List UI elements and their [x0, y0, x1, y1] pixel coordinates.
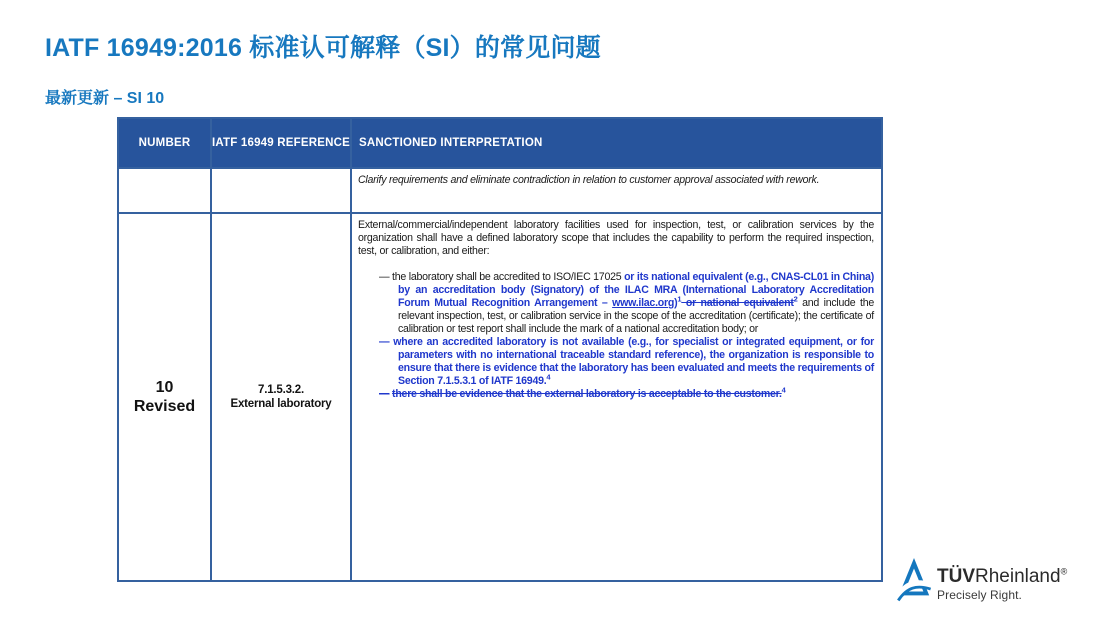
- bullet1-added-text: or its national equivalent (e.g., CNAS-CL01 in China) by an accreditation body (Signatory) of the ILAC MRA (International Laboratory Accreditation Forum Mutual Recognition Arrangement –: [398, 271, 874, 309]
- column-header-reference: IATF 16949 REFERENCE: [212, 119, 350, 167]
- bullet1-plain-end: and include the relevant inspection, test, or calibration service in the scope of the accreditation (certificate); the certificate of calibration or test report shall include the mark of a national accreditation body; or: [398, 297, 875, 335]
- interpretation-bullet-3: [358, 385, 874, 401]
- si10-number-cell: [119, 214, 210, 580]
- column-header-interpretation: SANCTIONED INTERPRETATION: [352, 119, 881, 167]
- logo-brand: [937, 567, 1067, 586]
- si-reference-title: External laboratory: [230, 398, 332, 410]
- footnote-1-marker: 1: [677, 294, 682, 304]
- note-row-interpretation: Clarify requirements and eliminate contradiction in relation to customer approval associated with rework.: [352, 169, 881, 212]
- interpretation-bullet-1: [358, 271, 874, 336]
- logo-brand-bold: TÜV: [937, 566, 975, 587]
- si-number: 10: [155, 379, 174, 396]
- page-title: IATF 16949:2016 标准认可解释（SI）的常见问题: [45, 34, 601, 62]
- si-table: [117, 117, 883, 582]
- tuv-rheinland-logo: [900, 560, 1067, 602]
- si-number-status: Revised: [133, 398, 196, 415]
- tuv-triangle-icon: [900, 560, 928, 598]
- note-row-number-cell: [119, 169, 210, 212]
- si10-interpretation-cell: [352, 214, 881, 580]
- footnote-4-marker: 4: [546, 372, 551, 382]
- registered-mark-icon: ®: [1060, 566, 1068, 577]
- bullet1-plain-start: the laboratory shall be accredited to ISO/IEC 17025: [392, 271, 625, 283]
- si10-reference-cell: [212, 214, 350, 580]
- logo-brand-regular: Rheinland: [975, 566, 1061, 587]
- logo-tagline: Precisely Right.: [937, 588, 1022, 602]
- bullet-dash: —: [379, 271, 390, 283]
- si-reference-clause: 7.1.5.3.2.: [258, 384, 304, 396]
- column-header-number: NUMBER: [119, 119, 210, 167]
- footnote-2-marker: 2: [793, 294, 798, 304]
- ilac-link[interactable]: www.ilac.org: [612, 297, 675, 309]
- interpretation-intro: External/commercial/independent laboratory facilities used for inspection, test, or calibration services by the organization shall have a defined laboratory scope that includes the capability to perform the required inspection, test, or calibration, and either:: [358, 219, 874, 257]
- interpretation-bullet-2: [358, 336, 874, 388]
- note-row-reference-cell: [212, 169, 350, 212]
- slide-subtitle: 最新更新 – SI 10: [45, 90, 165, 107]
- bullet-dash: —: [379, 388, 390, 400]
- logo-text-block: [937, 560, 1067, 602]
- bullet2-added-text: where an accredited laboratory is not available (e.g., for specialist or integrated equipment, or for parameters with no international traceable standard reference), the organization is responsible to ensure that there is evidence that the laboratory has been evaluated and meets the requirements of Section 7.1.5.3.1 of IATF 16949.: [393, 336, 875, 387]
- bullet1-deleted-text: or national equivalent: [681, 297, 794, 309]
- bullet-dash: —: [379, 336, 390, 348]
- footnote-4-marker: 4: [781, 385, 786, 395]
- bullet1-added-close: ): [674, 297, 678, 309]
- bullet3-deleted-text: there shall be evidence that the external laboratory is acceptable to the customer.: [392, 388, 782, 400]
